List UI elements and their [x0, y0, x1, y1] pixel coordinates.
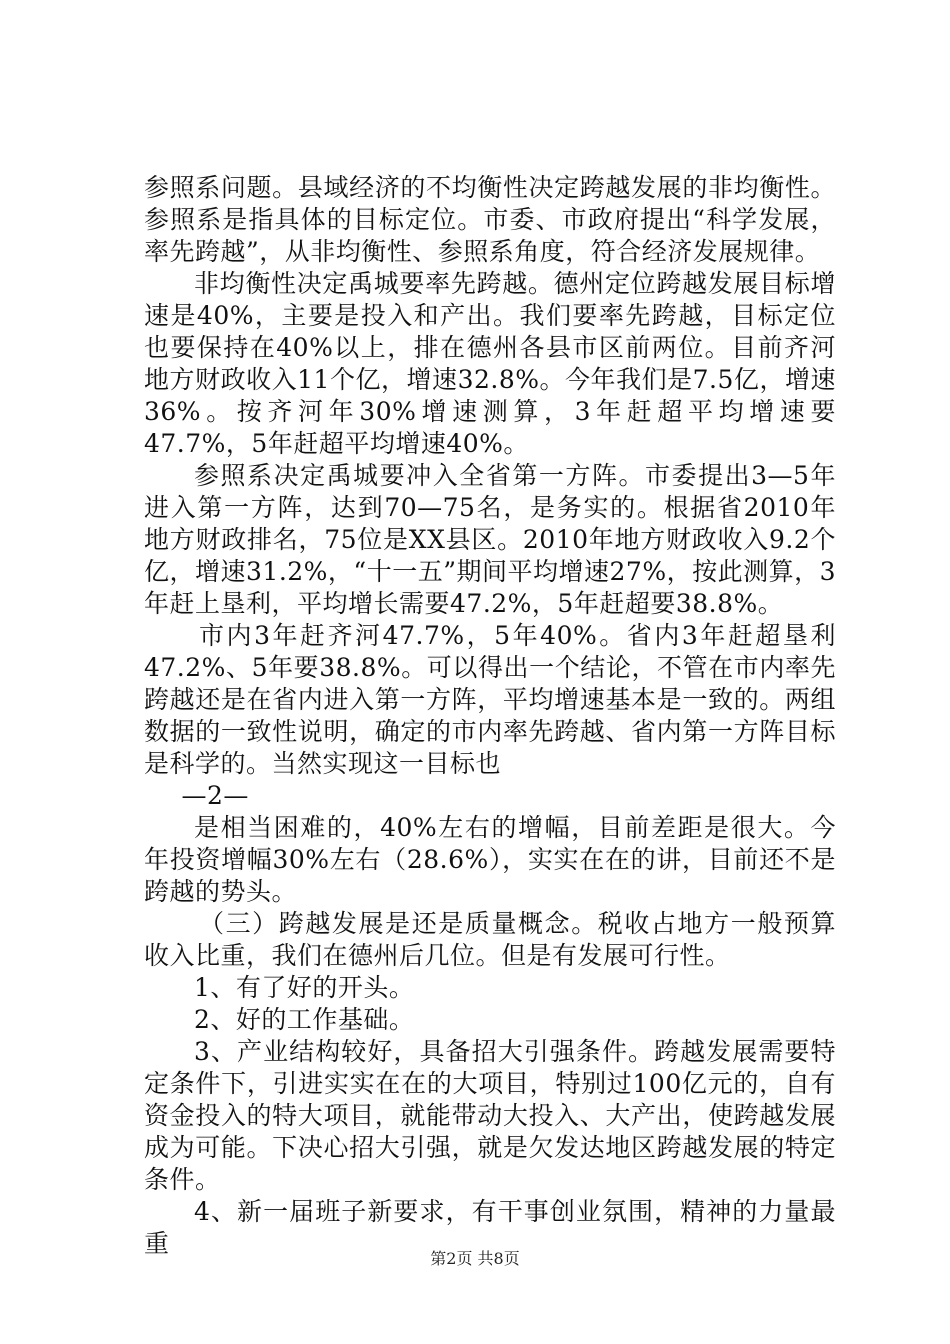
list-item-4: 4、新一届班子新要求，有干事创业氛围，精神的力量最重: [144, 1197, 836, 1258]
paragraph-non-equilibrium: 非均衡性决定禹城要率先跨越。德州定位跨越发展目标增速是40%，主要是投入和产出。我们要率先跨越，目标定位也要保持在40%以上，排在德州各县市区前两位。目前齐河地方财政收入11个亿，增速32.8%。今年我们是7.5亿，增速36%。按齐河年30%增速测算，3年赶超平均增速要47.7%，5年赶超平均增速40%。: [144, 269, 836, 458]
paragraph-conclusion: 市内3年赶齐河47.7%，5年40%。省内3年赶超垦利47.2%、5年要38.8%。可以得出一个结论，不管在市内率先跨越还是在省内进入第一方阵，平均增速基本是一致的。两组数据的一致性说明，确定的市内率先跨越、省内第一方阵目标是科学的。当然实现这一目标也: [144, 621, 836, 778]
paragraph-first-tier: 参照系决定禹城要冲入全省第一方阵。市委提出3—5年进入第一方阵，达到70—75名，是务实的。根据省2010年地方财政排名，75位是XX县区。2010年地方财政收入9.2个亿，增速31.2%，“十一五”期间平均增速27%，按此测算，3年赶上垦利，平均增长需要47.2%，5年赶超要38.8%。: [144, 461, 836, 618]
paragraph-reference-system: 参照系问题。县域经济的不均衡性决定跨越发展的非均衡性。参照系是指具体的目标定位。市委、市政府提出“科学发展，率先跨越”，从非均衡性、参照系角度，符合经济发展规律。: [144, 173, 836, 266]
inline-page-marker: —2—: [181, 781, 249, 810]
paragraph-section-three: （三）跨越发展是还是质量概念。税收占地方一般预算收入比重，我们在德州后几位。但是有发展可行性。: [144, 909, 836, 970]
list-item-1: 1、有了好的开头。: [194, 973, 415, 1002]
list-item-3: 3、产业结构较好，具备招大引强条件。跨越发展需要特定条件下，引进实实在在的大项目，特别过100亿元的，自有资金投入的特大项目，就能带动大投入、大产出，使跨越发展成为可能。下决心招大引强，就是欠发达地区跨越发展的特定条件。: [144, 1037, 836, 1194]
page-footer: 第2页 共8页: [430, 1249, 520, 1268]
document-body: [144, 172, 836, 1260]
paragraph-difficulty: 是相当困难的，40%左右的增幅，目前差距是很大。今年投资增幅30%左右（28.6%），实实在在的讲，目前还不是跨越的势头。: [144, 813, 836, 906]
list-item-2: 2、好的工作基础。: [194, 1005, 415, 1034]
